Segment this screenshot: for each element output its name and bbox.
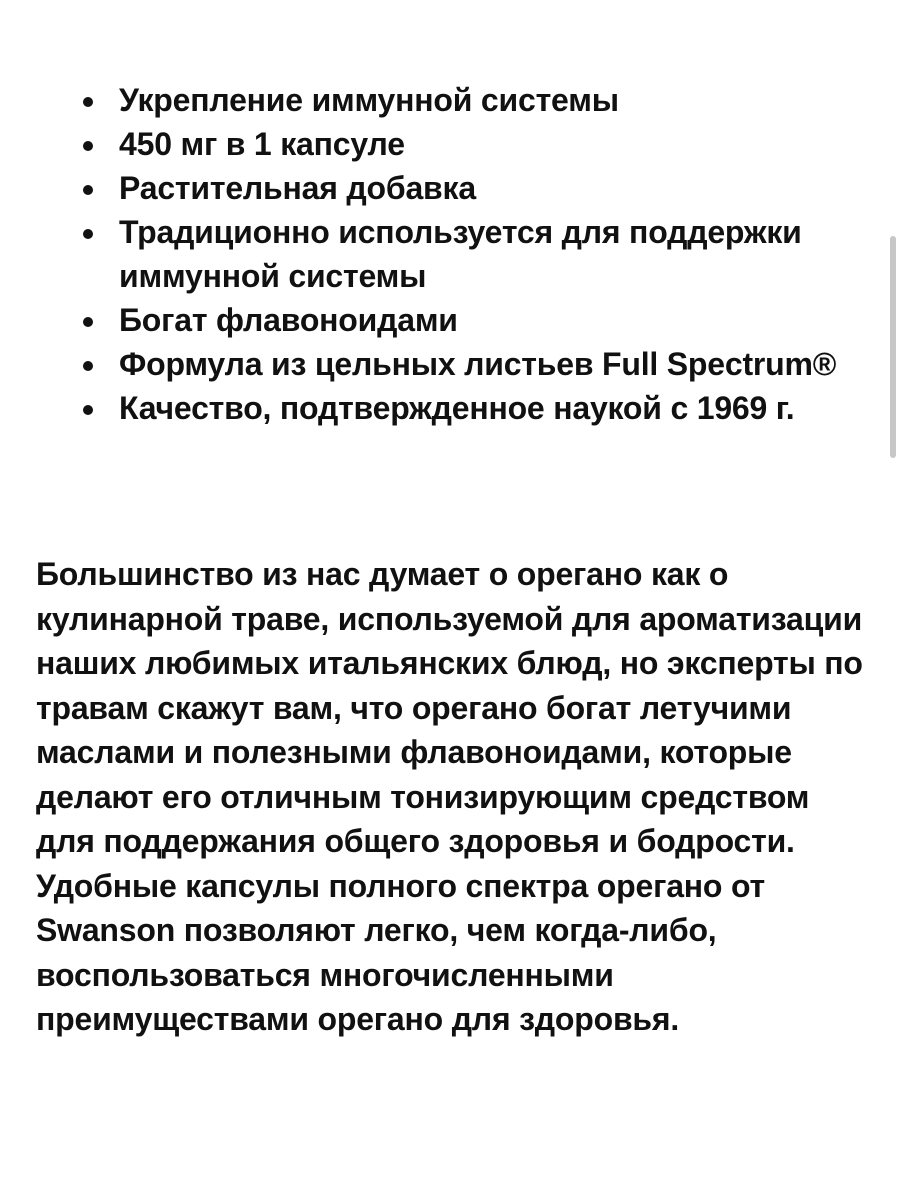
feature-text: Богат флавоноидами xyxy=(119,302,458,338)
description-paragraph: Большинство из нас думает о орегано как о кулинарной траве, используемой для ароматизации наших любимых итальянских блюд, но эксперты по травам скажут вам, что орегано богат летучими маслами и полезными флавоноидами, которые делают его отличным тонизирующим средством для поддержания общего здоровья и бодрости. Удобные капсулы полного спектра орегано от Swanson позволяют легко, чем когда-либо, воспользоваться многочисленными преимуществами орегано для здоровья. xyxy=(36,556,863,1037)
feature-text: Растительная добавка xyxy=(119,170,476,206)
bullet-dot-icon xyxy=(83,141,93,151)
feature-text: Качество, подтвержденное наукой с 1969 г. xyxy=(119,390,795,426)
feature-item-flavonoids xyxy=(80,298,840,342)
feature-item-quality xyxy=(80,386,840,430)
feature-text: Укрепление иммунной системы xyxy=(119,82,619,118)
feature-item-traditional-use xyxy=(80,210,840,298)
feature-item-dosage xyxy=(80,122,840,166)
feature-item-herbal xyxy=(80,166,840,210)
bullet-dot-icon xyxy=(83,317,93,327)
feature-text: Формула из цельных листьев Full Spectrum® xyxy=(119,346,837,382)
bullet-dot-icon xyxy=(83,361,93,371)
feature-text: Традиционно используется для поддержки иммунной системы xyxy=(119,214,802,294)
feature-list xyxy=(80,78,840,430)
bullet-dot-icon xyxy=(83,97,93,107)
feature-item-formula xyxy=(80,342,840,386)
feature-item-immunity xyxy=(80,78,840,122)
scroll-indicator[interactable] xyxy=(890,236,896,458)
feature-text: 450 мг в 1 капсуле xyxy=(119,126,405,162)
bullet-dot-icon xyxy=(83,405,93,415)
bullet-dot-icon xyxy=(83,185,93,195)
bullet-dot-icon xyxy=(83,229,93,239)
